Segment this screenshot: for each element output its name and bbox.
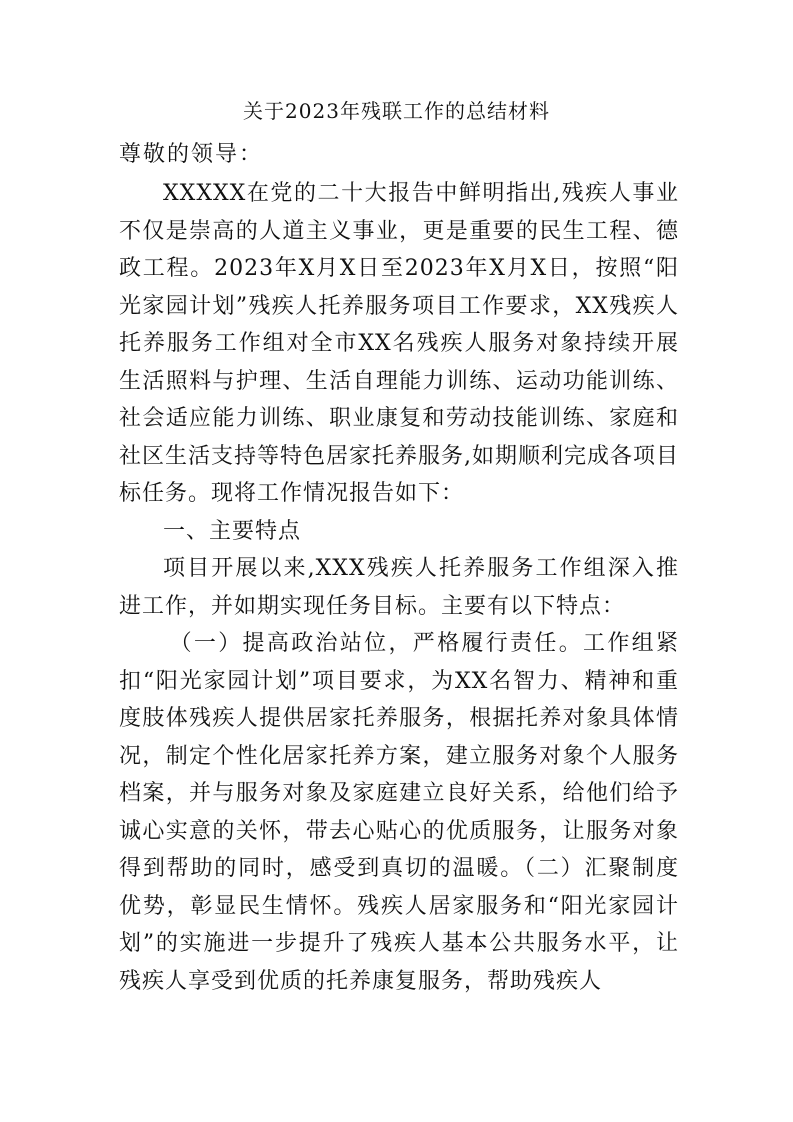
salutation: 尊敬的领导： (119, 142, 264, 167)
paragraph-intro: XXXXX在党的二十大报告中鲜明指出,残疾人事业不仅是崇高的人道主义事业，更是重要的民生工程、德政工程。2023年X月X日至2023年X月X日，按照“阳光家园计划”残疾人托养服务项目工作要求，XX残疾人托养服务工作组对全市XX名残疾人服务对象持续开展生活照料与护理、生活自理能力训练、运动功能训练、社会适应能力训练、职业康复和劳动技能训练、家庭和社区生活支持等特色居家托养服务,如期顺利完成各项目标任务。现将工作情况报告如下： (119, 181, 679, 506)
paragraph-overview: 项目开展以来,XXX残疾人托养服务工作组深入推进工作，并如期实现任务目标。主要有以下特点： (119, 556, 679, 619)
section-heading: 一、主要特点 (163, 518, 302, 544)
document-title: 关于2023年残联工作的总结材料 (243, 99, 550, 123)
paragraph-features: （一）提高政治站位，严格履行责任。工作组紧扣“阳光家园计划”项目要求，为XX名智力、精神和重度肢体残疾人提供居家托养服务，根据托养对象具体情况，制定个性化居家托养方案，建立服务对象个人服务档案，并与服务对象及家庭建立良好关系，给他们给予诚心实意的关怀，带去心贴心的优质服务，让服务对象得到帮助的同时，感受到真切的温暖。（二）汇聚制度优势，彰显民生情怀。残疾人居家服务和“阳光家园计划”的实施进一步提升了残疾人基本公共服务水平，让残疾人享受到优质的托养康复服务，帮助残疾人 (119, 631, 679, 994)
document-body (119, 175, 679, 1000)
